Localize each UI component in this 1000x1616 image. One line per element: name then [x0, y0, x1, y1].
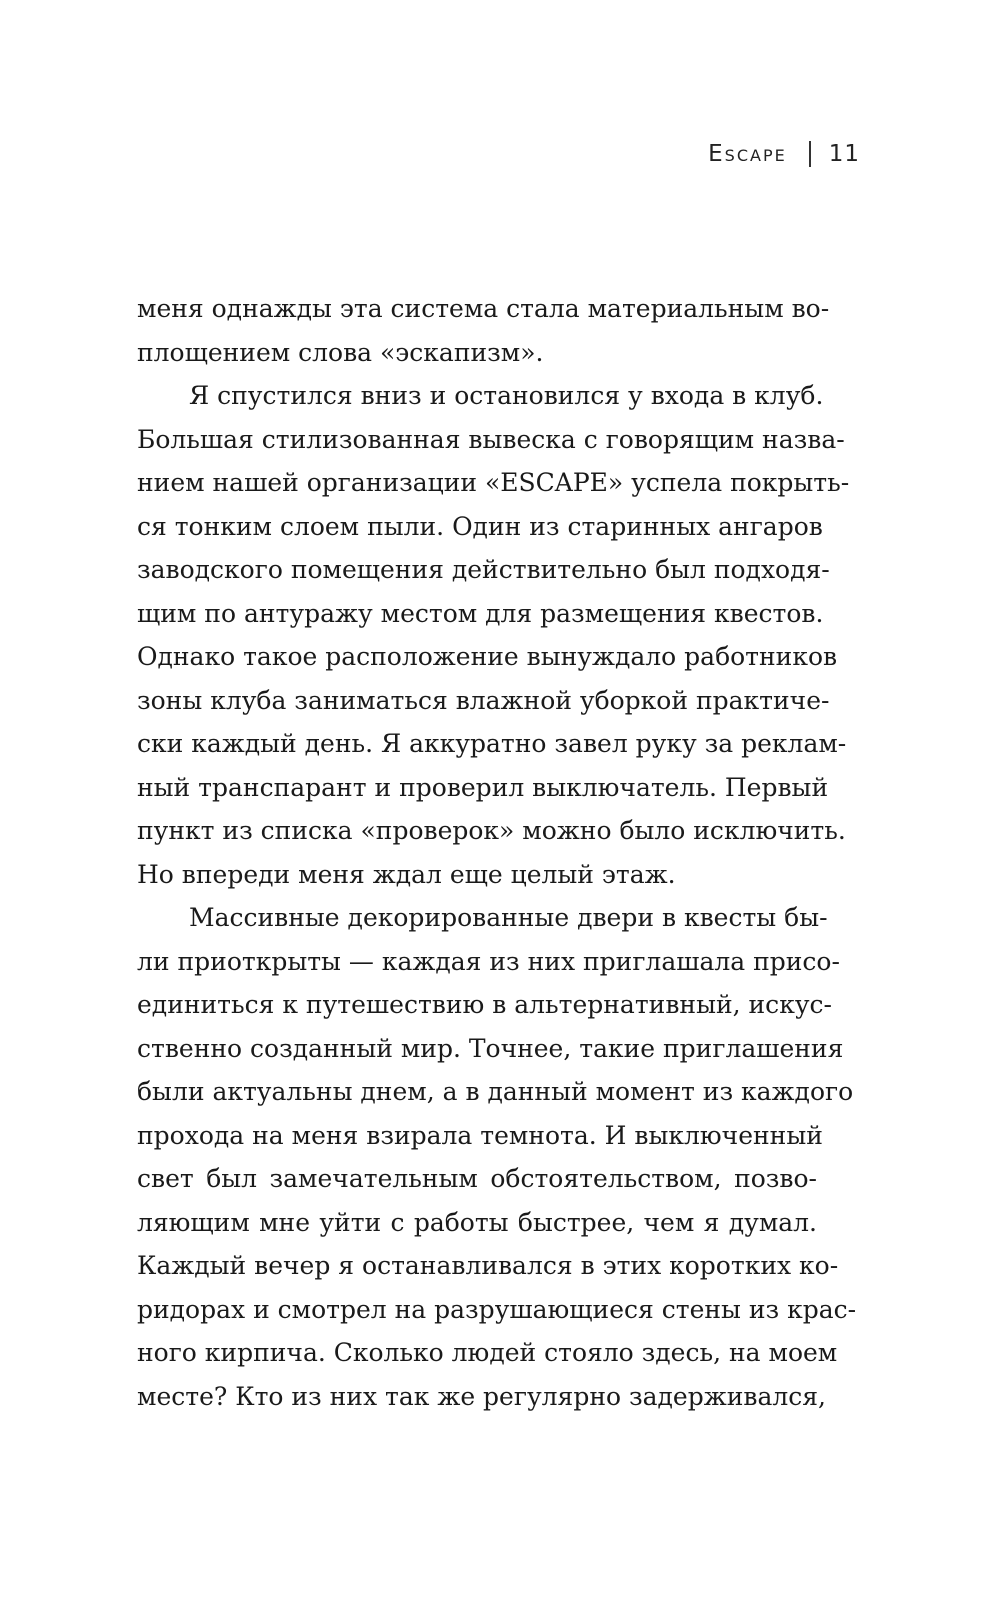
text-line: свет был замечательным обстоятельством, позво- — [137, 1164, 817, 1193]
text-line: нием нашей организации «ESCAPE» успела покрыть- — [137, 468, 850, 497]
text-line: ный транспарант и проверил выключатель. Первый — [137, 772, 829, 802]
text-line: Каждый вечер я останавливался в этих коротких ко- — [137, 1251, 839, 1280]
header-divider — [809, 141, 811, 167]
text-line: ляющим мне уйти с работы быстрее, чем я думал. — [137, 1207, 817, 1237]
text-line: пункт из списка «проверок» можно было исключить. — [137, 816, 846, 845]
text-line: Я спустился вниз и остановился у входа в клуб. — [189, 381, 824, 410]
text-line: Массивные декорированные двери в квесты бы- — [189, 903, 828, 932]
text-line: месте? Кто из них так же регулярно задерживался, — [137, 1381, 826, 1411]
text-line: ски каждый день. Я аккуратно завел руку за реклам- — [137, 729, 847, 758]
text-line: единиться к путешествию в альтернативный, искус- — [137, 990, 832, 1019]
text-line: прохода на меня взирала темнота. И выключенный — [137, 1120, 823, 1150]
text-line: Однако такое расположение вынуждало работников — [137, 642, 838, 671]
text-line: ридорах и смотрел на разрушающиеся стены из крас- — [137, 1294, 857, 1324]
text-line: меня однажды эта система стала материальным во- — [137, 294, 830, 323]
body-text — [137, 287, 857, 1418]
text-line: Большая стилизованная вывеска с говорящим назва- — [137, 424, 845, 454]
text-line: ли приоткрыты — каждая из них приглашала присо- — [137, 946, 840, 976]
running-header — [708, 141, 860, 167]
page-number: 11 — [828, 141, 860, 167]
text-line: ся тонким слоем пыли. Один из старинных ангаров — [137, 511, 823, 541]
text-line: площением слова «эскапизм». — [137, 337, 544, 367]
text-line: Но впереди меня ждал еще целый этаж. — [137, 859, 676, 889]
text-line: заводского помещения действительно был подходя- — [137, 555, 830, 584]
text-line: ственно созданный мир. Точнее, такие приглашения — [137, 1033, 844, 1063]
running-header-title: Escape — [708, 141, 787, 167]
text-line: ного кирпича. Сколько людей стояло здесь, на моем — [137, 1338, 838, 1367]
text-line: были актуальны днем, а в данный момент из каждого — [137, 1077, 854, 1106]
text-line: зоны клуба заниматься влажной уборкой практиче- — [137, 685, 830, 715]
text-line: щим по антуражу местом для размещения квестов. — [137, 598, 824, 628]
